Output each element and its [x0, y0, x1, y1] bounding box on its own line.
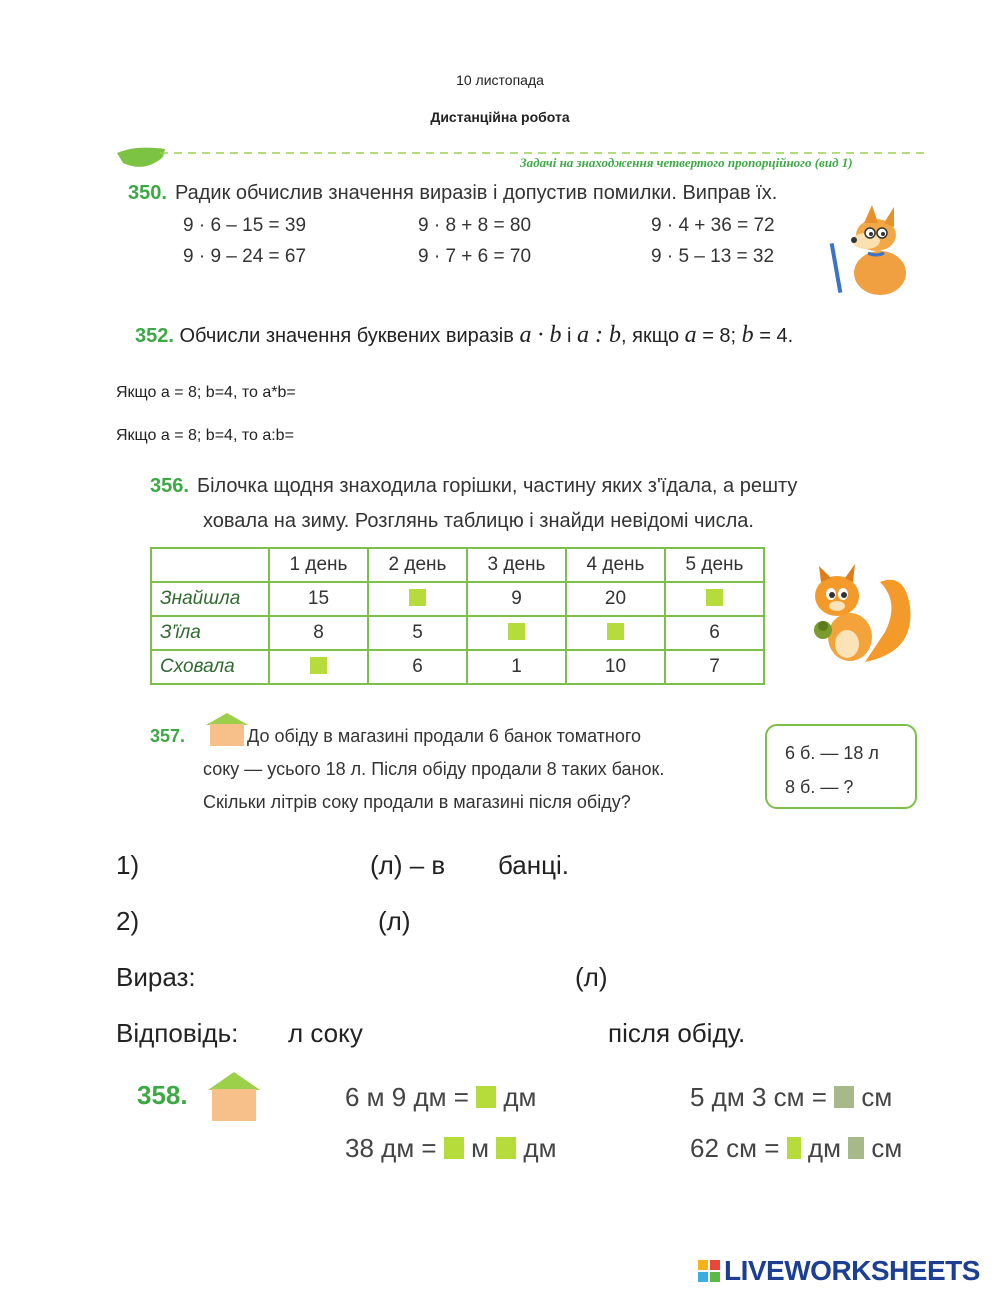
- table-header-row: [151, 548, 764, 582]
- answer-square[interactable]: [508, 623, 525, 640]
- exercise-356-text-line2: ховала на зиму. Розглянь таблицю і знайди невідомі числа.: [203, 510, 754, 532]
- conversion-unit: см: [871, 1133, 903, 1163]
- conversion-left: 5 дм 3 см =: [690, 1082, 827, 1112]
- expression-label: Вираз:: [116, 962, 196, 992]
- condition-text: , якщо: [621, 325, 680, 347]
- row-label: Знайшла: [151, 582, 269, 616]
- answer-label: Відповідь:: [116, 1018, 239, 1048]
- exercise-358-number: 358.: [137, 1080, 188, 1110]
- table-row: [151, 582, 764, 616]
- exercise-number: 350.: [128, 182, 167, 204]
- answer-square[interactable]: [409, 589, 426, 606]
- expression-unit: (л): [575, 962, 608, 992]
- column-header: 2 день: [368, 548, 467, 582]
- answer-end: після обіду.: [608, 1018, 746, 1048]
- table-cell: 10: [566, 650, 665, 684]
- expression: a : b: [577, 322, 622, 348]
- answer-line-product: Якщо a = 8; b=4, то a*b=: [116, 384, 296, 401]
- answer-square[interactable]: [496, 1137, 516, 1159]
- page-subtitle: Дистанційна робота: [430, 109, 570, 125]
- conversion-left: 38 дм =: [345, 1133, 437, 1163]
- table-cell-blank[interactable]: [467, 616, 566, 650]
- answer-middle: л соку: [288, 1018, 363, 1048]
- exercise-text: Обчисли значення буквених виразів: [179, 325, 514, 347]
- conversion-2: [345, 1133, 556, 1164]
- conjunction: і: [567, 325, 572, 347]
- step-1-number: 1): [116, 850, 140, 880]
- equation: 9 · 8 + 8 = 80: [418, 215, 532, 236]
- liveworksheets-logo[interactable]: LIVEWORKSHEETS: [724, 1255, 980, 1286]
- column-header: 5 день: [665, 548, 764, 582]
- table-cell: 5: [368, 616, 467, 650]
- step-2-unit: (л): [378, 906, 411, 936]
- table-cell: 15: [269, 582, 368, 616]
- answer-square[interactable]: [706, 589, 723, 606]
- step-2-number: 2): [116, 906, 140, 936]
- answer-square[interactable]: [787, 1137, 801, 1159]
- table-row: [151, 650, 764, 684]
- equation: 9 · 9 – 24 = 67: [183, 246, 307, 267]
- conversion-unit: см: [861, 1082, 893, 1112]
- page-date: 10 листопада: [456, 72, 544, 88]
- banner-title: Задачі на знаходження четвертого пропорційного (вид 1): [520, 155, 853, 170]
- step-1-end: банці.: [498, 850, 570, 880]
- liveworksheets-logo-icon: [698, 1260, 720, 1282]
- variable-b: b: [741, 322, 754, 348]
- answer-square[interactable]: [834, 1086, 854, 1108]
- conversion-3: [690, 1082, 892, 1113]
- exercise-357: [150, 720, 664, 819]
- conversion-left: 62 см =: [690, 1133, 780, 1163]
- conversion-unit: м: [471, 1133, 489, 1163]
- equation: 9 · 5 – 13 = 32: [651, 246, 775, 267]
- condition-line: 8 б. — ?: [785, 777, 854, 797]
- equation: 9 · 4 + 36 = 72: [651, 215, 775, 236]
- conversion-unit: дм: [503, 1082, 537, 1112]
- answer-line-quotient: Якщо a = 8; b=4, то a:b=: [116, 427, 294, 444]
- condition-line: 6 б. — 18 л: [785, 743, 879, 763]
- homework-house-icon: [206, 1070, 262, 1122]
- expression: a · b: [519, 322, 562, 348]
- conversion-4: [690, 1133, 902, 1164]
- table-cell: 20: [566, 582, 665, 616]
- squirrel-table: [150, 547, 765, 685]
- table-cell-blank[interactable]: [665, 582, 764, 616]
- exercise-357-line3: Скільки літрів соку продали в магазині після обіду?: [203, 792, 631, 812]
- exercise-357-line1: [150, 720, 664, 753]
- row-label: З'їла: [151, 616, 269, 650]
- row-label: Сховала: [151, 650, 269, 684]
- table-cell: 8: [269, 616, 368, 650]
- conversion-left: 6 м 9 дм =: [345, 1082, 469, 1112]
- column-header: 4 день: [566, 548, 665, 582]
- exercise-number: 352.: [135, 325, 174, 347]
- exercise-text: Білочка щодня знаходила горішки, частину яких з'їдала, а решту: [196, 475, 798, 497]
- short-condition-box: [765, 724, 917, 809]
- table-cell: 7: [665, 650, 764, 684]
- table-cell-blank[interactable]: [566, 616, 665, 650]
- fox-illustration: [828, 203, 914, 295]
- exercise-number: 357.: [150, 726, 186, 746]
- column-header: 3 день: [467, 548, 566, 582]
- table-cell: 1: [467, 650, 566, 684]
- table-cell: 9: [467, 582, 566, 616]
- table-cell-blank[interactable]: [269, 650, 368, 684]
- conversion-unit: дм: [523, 1133, 557, 1163]
- table-corner: [151, 548, 269, 582]
- exercise-number: 356.: [150, 475, 189, 497]
- squirrel-illustration: [805, 562, 917, 672]
- step-1-unit: (л) – в: [370, 850, 446, 880]
- conversion-1: [345, 1082, 536, 1113]
- table-cell-blank[interactable]: [368, 582, 467, 616]
- equation: 9 · 7 + 6 = 70: [418, 246, 532, 267]
- exercise-text: Радик обчислив значення виразів і допустив помилки. Виправ їх.: [174, 182, 778, 204]
- table-cell: 6: [368, 650, 467, 684]
- exercise-352-title: [135, 322, 793, 349]
- answer-square[interactable]: [607, 623, 624, 640]
- table-row: [151, 616, 764, 650]
- column-header: 1 день: [269, 548, 368, 582]
- exercise-357-line2: соку — усього 18 л. Після обіду продали 8 таких банок.: [203, 759, 665, 779]
- table-cell: 6: [665, 616, 764, 650]
- variable-a: a: [684, 322, 697, 348]
- variable-a-value: = 8;: [702, 325, 737, 347]
- equation: 9 · 6 – 15 = 39: [183, 215, 307, 236]
- answer-square[interactable]: [444, 1137, 464, 1159]
- variable-b-value: = 4.: [759, 325, 794, 347]
- exercise-350-title: [128, 182, 777, 205]
- exercise-text: До обіду в магазині продали 6 банок томатного: [247, 726, 642, 746]
- answer-square[interactable]: [476, 1086, 496, 1108]
- answer-square[interactable]: [848, 1137, 864, 1159]
- conversion-unit: дм: [807, 1133, 841, 1163]
- exercise-356-title: [150, 475, 797, 498]
- answer-square[interactable]: [310, 657, 327, 674]
